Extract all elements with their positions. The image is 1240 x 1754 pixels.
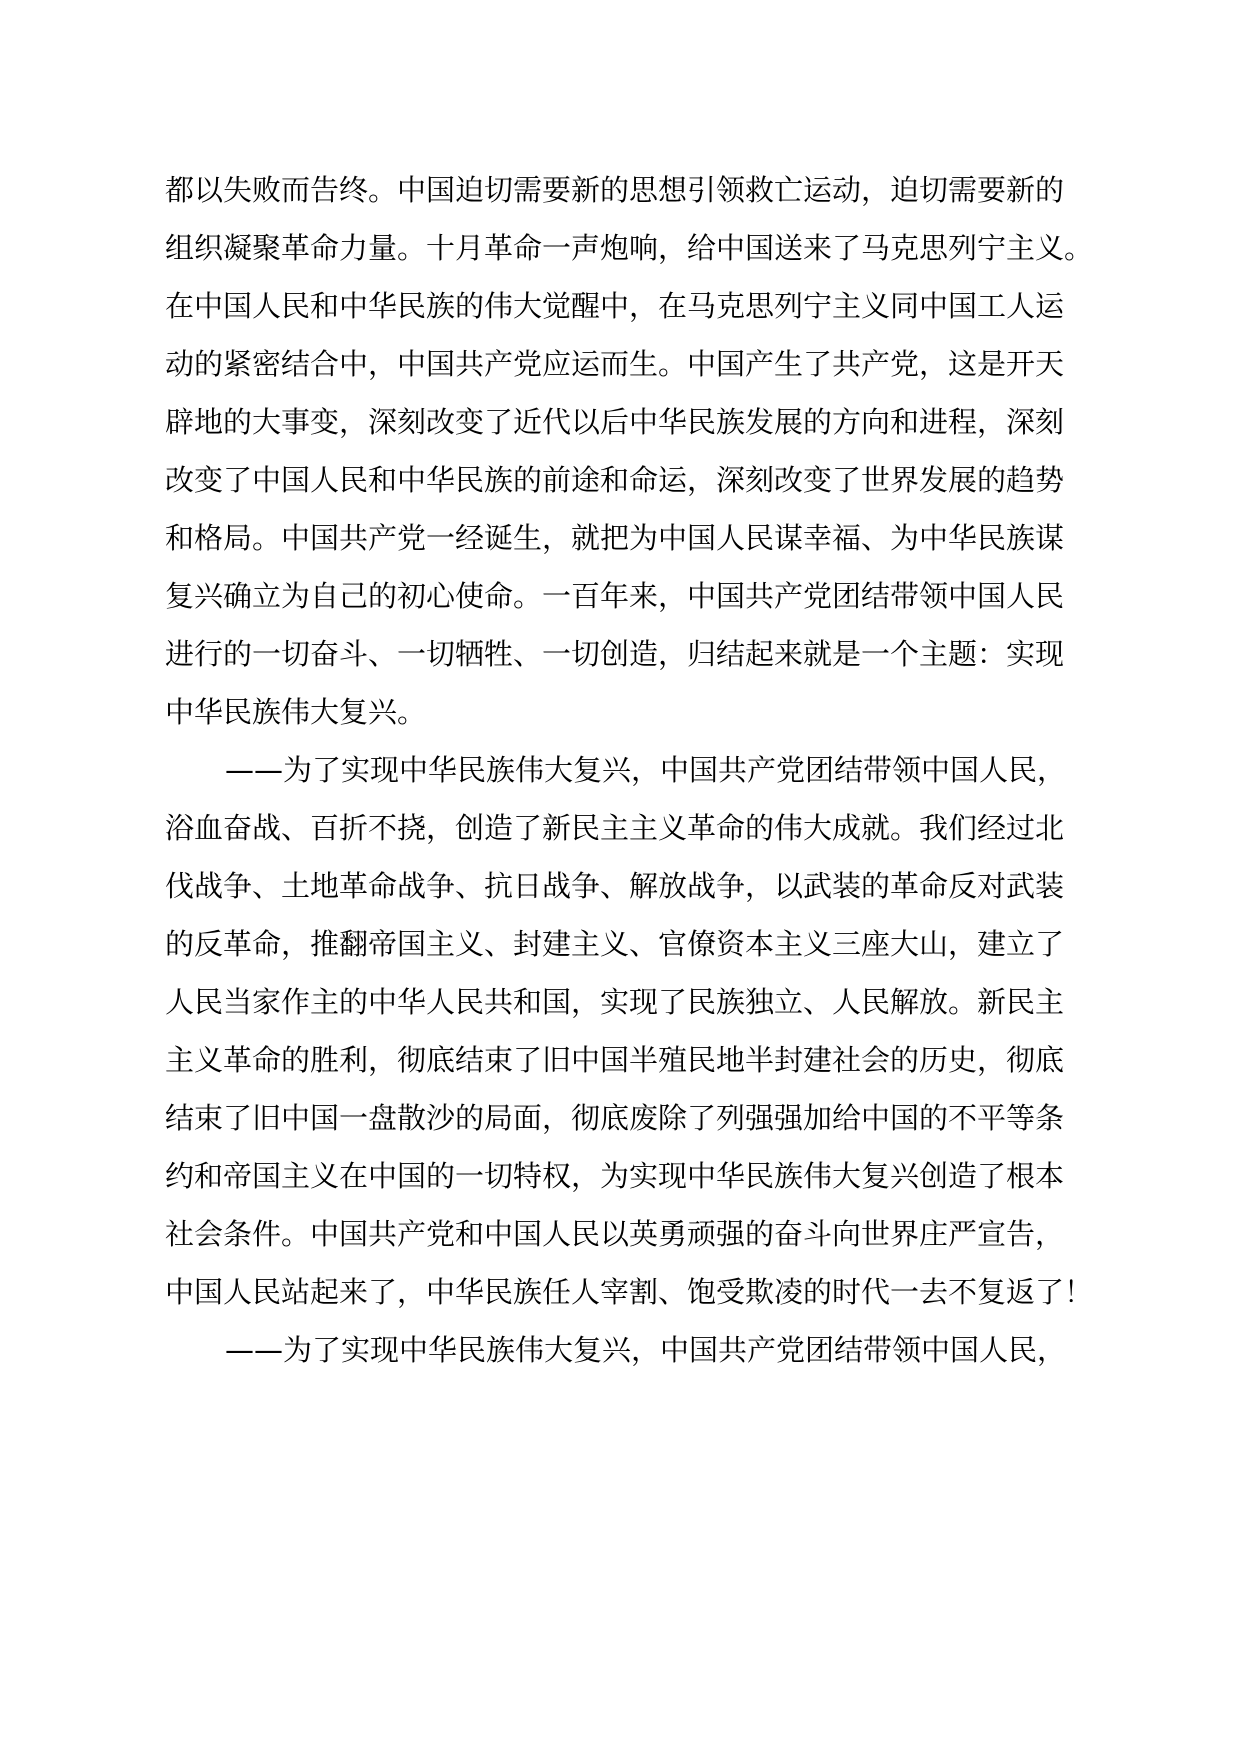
- text-line: 约和帝国主义在中国的一切特权，为实现中华民族伟大复兴创造了根本: [165, 1159, 1065, 1193]
- text-line: 都以失败而告终。中国迫切需要新的思想引领救亡运动，迫切需要新的: [165, 173, 1065, 207]
- text-line: 中国人民站起来了，中华民族任人宰割、饱受欺凌的时代一去不复返了！: [165, 1275, 1094, 1309]
- text-line: 复兴确立为自己的初心使命。一百年来，中国共产党团结带领中国人民: [165, 579, 1065, 613]
- text-line: 在中国人民和中华民族的伟大觉醒中，在马克思列宁主义同中国工人运: [165, 289, 1065, 323]
- text-line: 改变了中国人民和中华民族的前途和命运，深刻改变了世界发展的趋势: [165, 463, 1065, 497]
- text-line: 的反革命，推翻帝国主义、封建主义、官僚资本主义三座大山，建立了: [165, 927, 1065, 961]
- text-line: 动的紧密结合中，中国共产党应运而生。中国产生了共产党，这是开天: [165, 347, 1065, 381]
- paragraph-start-line: ——为了实现中华民族伟大复兴，中国共产党团结带领中国人民，: [225, 1333, 1067, 1367]
- text-line: 浴血奋战、百折不挠，创造了新民主主义革命的伟大成就。我们经过北: [165, 811, 1065, 845]
- text-line: 进行的一切奋斗、一切牺牲、一切创造，归结起来就是一个主题：实现: [165, 637, 1065, 671]
- text-line: 社会条件。中国共产党和中国人民以英勇顽强的奋斗向世界庄严宣告，: [165, 1217, 1065, 1251]
- text-line: 结束了旧中国一盘散沙的局面，彻底废除了列强强加给中国的不平等条: [165, 1101, 1065, 1135]
- text-line: 中华民族伟大复兴。: [165, 695, 427, 729]
- text-line: 辟地的大事变，深刻改变了近代以后中华民族发展的方向和进程，深刻: [165, 405, 1065, 439]
- paragraph-start-line: ——为了实现中华民族伟大复兴，中国共产党团结带领中国人民，: [225, 753, 1067, 787]
- text-line: 人民当家作主的中华人民共和国，实现了民族独立、人民解放。新民主: [165, 985, 1065, 1019]
- text-line: 和格局。中国共产党一经诞生，就把为中国人民谋幸福、为中华民族谋: [165, 521, 1065, 555]
- text-line: 主义革命的胜利，彻底结束了旧中国半殖民地半封建社会的历史，彻底: [165, 1043, 1065, 1077]
- text-line: 组织凝聚革命力量。十月革命一声炮响，给中国送来了马克思列宁主义。: [165, 231, 1094, 265]
- text-line: 伐战争、土地革命战争、抗日战争、解放战争，以武装的革命反对武装: [165, 869, 1065, 903]
